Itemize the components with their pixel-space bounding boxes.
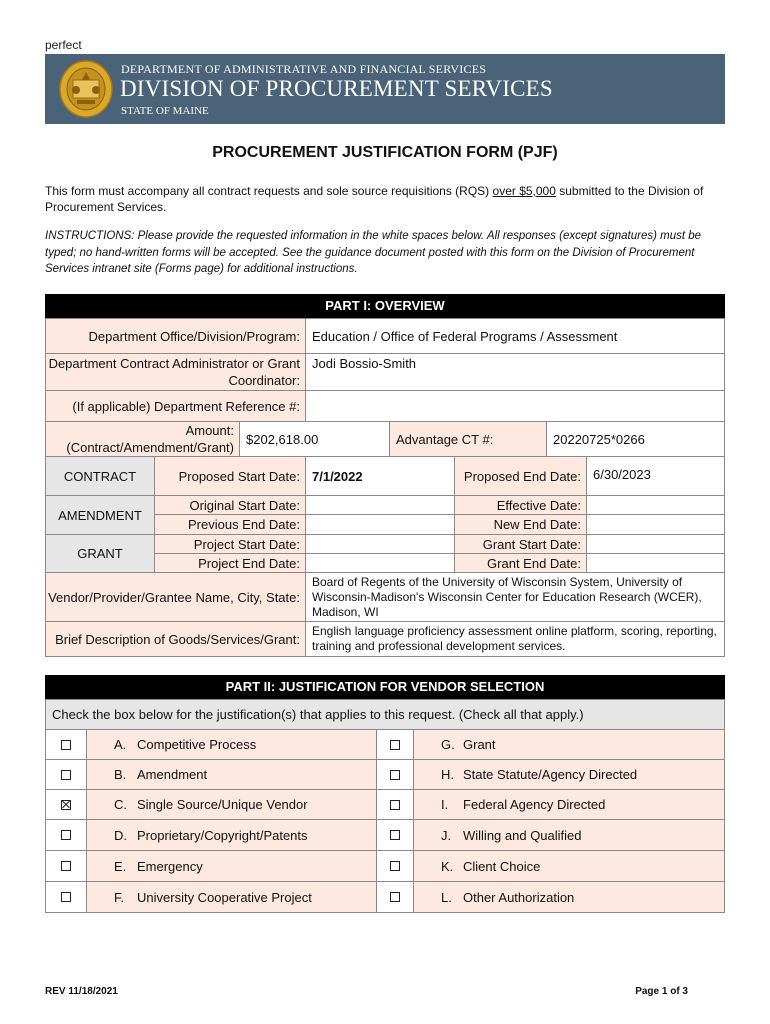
reference-label: (If applicable) Department Reference #: <box>45 390 306 422</box>
part2-instruction: Check the box below for the justification(s) that applies to this request. (Check all that apply.) <box>45 699 725 730</box>
proposed-start-field[interactable]: 7/1/2022 <box>305 456 455 496</box>
intro-text: This form must accompany all contract requests and sole source requisitions (RQS) over $5,000 submitted to the Division of Procurement Services. <box>45 184 704 214</box>
new-end-field[interactable] <box>586 514 725 535</box>
dept-field[interactable]: Education / Office of Federal Programs / Assessment <box>305 318 725 354</box>
option-text: Federal Agency Directed <box>463 797 606 812</box>
option-letter: L. <box>441 889 452 905</box>
project-start-label: Project Start Date: <box>154 534 306 554</box>
advantage-label: Advantage CT #: <box>389 421 547 457</box>
option-letter: B. <box>114 767 127 782</box>
option-checkbox[interactable] <box>61 740 71 750</box>
orig-start-label: Original Start Date: <box>154 495 306 515</box>
advantage-field[interactable]: 20220725*0266 <box>546 421 725 457</box>
option-text: Grant <box>463 737 496 752</box>
grant-label: GRANT <box>45 534 155 573</box>
admin-label: Department Contract Administrator or Grant Coordinator: <box>45 353 306 391</box>
option-label[interactable] <box>413 789 725 820</box>
instructions-text: INSTRUCTIONS: Please provide the requested information in the white spaces below. All responses (except signatures) must be typed; no hand-written forms will be accepted. See the guidance document posted with this form on the Division of Procurement Services intranet site (Forms page) for additional instructions. <box>45 230 702 275</box>
option-text: State Statute/Agency Directed <box>463 767 638 782</box>
amount-label: Amount: (Contract/Amendment/Grant) <box>45 421 240 457</box>
project-end-field[interactable] <box>305 553 455 573</box>
option-checkbox-cell <box>45 789 87 820</box>
option-checkbox-cell <box>45 729 87 760</box>
department-name: DEPARTMENT OF ADMINISTRATIVE AND FINANCIAL SERVICES <box>121 62 487 76</box>
amendment-label: AMENDMENT <box>45 495 155 535</box>
option-checkbox-cell <box>376 789 414 820</box>
option-letter: G. <box>441 737 455 752</box>
option-letter: F. <box>114 889 125 905</box>
option-checkbox-cell <box>45 759 87 790</box>
option-checkbox[interactable] <box>61 861 71 871</box>
option-letter: D. <box>114 827 127 843</box>
option-letter: K. <box>441 858 454 874</box>
project-end-label: Project End Date: <box>154 553 306 573</box>
page-number: Page 1 of 3 <box>635 986 688 997</box>
new-end-label: New End Date: <box>454 514 587 535</box>
option-letter: A. <box>114 737 127 752</box>
orig-start-field[interactable] <box>305 495 455 515</box>
option-letter: I. <box>441 797 449 812</box>
grant-start-field[interactable] <box>586 534 725 554</box>
state-name: STATE OF MAINE <box>121 105 209 117</box>
option-letter: H. <box>441 767 454 782</box>
description-label: Brief Description of Goods/Services/Grant: <box>45 621 306 657</box>
option-checkbox[interactable] <box>61 800 71 810</box>
option-label[interactable] <box>413 759 725 790</box>
project-start-field[interactable] <box>305 534 455 554</box>
part1-heading: PART I: OVERVIEW <box>45 294 725 318</box>
option-text: Client Choice <box>463 858 541 874</box>
header-banner <box>45 54 725 124</box>
option-letter: E. <box>114 858 127 874</box>
option-text: Competitive Process <box>137 737 257 752</box>
description-field[interactable]: English language proficiency assessment online platform, scoring, reporting, training and professional development services. <box>305 621 725 657</box>
proposed-end-label: Proposed End Date: <box>454 456 587 496</box>
option-checkbox[interactable] <box>61 892 71 902</box>
option-checkbox[interactable] <box>390 800 400 810</box>
option-checkbox-cell <box>45 850 87 882</box>
option-checkbox[interactable] <box>61 770 71 780</box>
option-letter: J. <box>441 827 452 843</box>
option-checkbox[interactable] <box>390 861 400 871</box>
threshold-amount: over $5,000 <box>492 184 556 198</box>
part2-heading: PART II: JUSTIFICATION FOR VENDOR SELECTION <box>45 675 725 699</box>
option-label[interactable] <box>86 759 377 790</box>
prev-end-label: Previous End Date: <box>154 514 306 535</box>
option-label[interactable] <box>413 819 725 851</box>
option-label[interactable] <box>86 850 377 882</box>
option-checkbox-cell <box>376 850 414 882</box>
option-checkbox-cell <box>376 759 414 790</box>
option-checkbox-cell <box>45 819 87 851</box>
reference-field[interactable] <box>305 390 725 422</box>
option-checkbox-cell <box>45 881 87 913</box>
vendor-field[interactable]: Board of Regents of the University of Wisconsin System, University of Wisconsin-Madison's Wisconsin Center for Education Research (WCER), Madison, WI <box>305 572 725 622</box>
effective-date-label: Effective Date: <box>454 495 587 515</box>
admin-field[interactable]: Jodi Bossio-Smith <box>305 353 725 391</box>
form-title: PROCUREMENT JUSTIFICATION FORM (PJF) <box>212 144 558 161</box>
option-label[interactable] <box>86 789 377 820</box>
option-checkbox-cell <box>376 881 414 913</box>
option-label[interactable] <box>413 729 725 760</box>
grant-start-label: Grant Start Date: <box>454 534 587 554</box>
option-text: Willing and Qualified <box>463 827 582 843</box>
option-label[interactable] <box>413 850 725 882</box>
option-label[interactable] <box>86 881 377 913</box>
option-text: Amendment <box>137 767 208 782</box>
option-letter: C. <box>114 797 127 812</box>
option-label[interactable] <box>86 729 377 760</box>
vendor-label: Vendor/Provider/Grantee Name, City, State: <box>45 572 306 622</box>
proposed-start-label: Proposed Start Date: <box>154 456 306 496</box>
dept-label: Department Office/Division/Program: <box>45 318 306 354</box>
option-label[interactable] <box>413 881 725 913</box>
option-checkbox-cell <box>376 729 414 760</box>
option-checkbox[interactable] <box>390 892 400 902</box>
grant-end-label: Grant End Date: <box>454 553 587 573</box>
watermark-text: perfect <box>45 38 82 52</box>
option-checkbox[interactable] <box>390 740 400 750</box>
option-text: Emergency <box>137 858 203 874</box>
state-seal-icon <box>59 60 113 118</box>
option-text: Single Source/Unique Vendor <box>137 797 308 812</box>
contract-label: CONTRACT <box>45 456 155 496</box>
proposed-end-field[interactable]: 6/30/2023 <box>586 456 725 496</box>
revision-date: REV 11/18/2021 <box>45 986 118 997</box>
division-name: DIVISION OF PROCUREMENT SERVICES <box>120 76 553 101</box>
option-text: University Cooperative Project <box>137 889 312 905</box>
option-text: Other Authorization <box>463 889 575 905</box>
option-text: Proprietary/Copyright/Patents <box>137 827 308 843</box>
option-checkbox-cell <box>376 819 414 851</box>
amount-field[interactable]: $202,618.00 <box>239 421 390 457</box>
grant-end-field[interactable] <box>586 553 725 573</box>
prev-end-field[interactable] <box>305 514 455 535</box>
option-checkbox[interactable] <box>61 830 71 840</box>
option-checkbox[interactable] <box>390 830 400 840</box>
option-label[interactable] <box>86 819 377 851</box>
option-checkbox[interactable] <box>390 770 400 780</box>
effective-date-field[interactable] <box>586 495 725 515</box>
